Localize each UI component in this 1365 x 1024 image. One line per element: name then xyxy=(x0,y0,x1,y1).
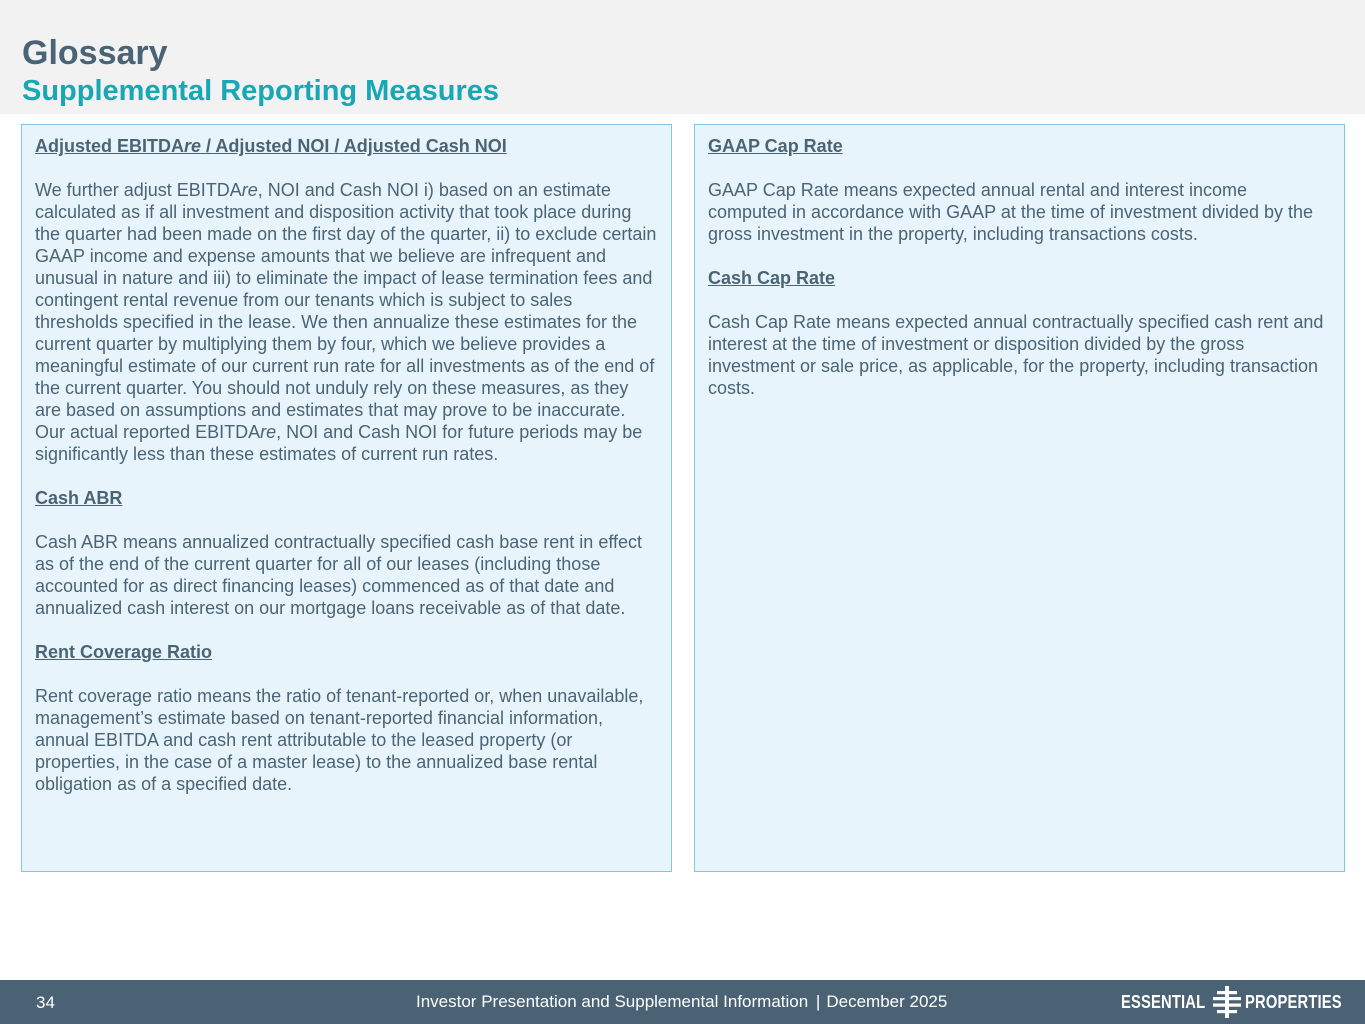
heading-text: Adjusted EBITDA xyxy=(35,136,185,156)
section-body-cash-cap-rate: Cash Cap Rate means expected annual contractually specified cash rent and interest at the time of investment or disposition divided by the gross investment or sale price, as applicable, for the property, including transaction costs. xyxy=(708,312,1324,398)
body-italic-text: re xyxy=(241,180,258,200)
body-italic-text: re xyxy=(260,422,277,442)
glossary-panel-left xyxy=(21,124,672,872)
essential-properties-mark-icon xyxy=(1213,986,1241,1018)
section-heading-adjusted-ebitdare xyxy=(35,135,658,157)
heading-italic-text: re xyxy=(184,136,202,156)
logo-text-right: PROPERTIES xyxy=(1245,992,1342,1012)
presentation-title: Investor Presentation and Supplemental Information xyxy=(416,992,809,1011)
glossary-panel-right xyxy=(694,124,1345,872)
company-logo xyxy=(1121,986,1342,1018)
page-number: 34 xyxy=(36,993,55,1012)
section-heading-rent-coverage-ratio: Rent Coverage Ratio xyxy=(35,642,213,662)
body-text: , NOI and Cash NOI i) based on an estimate calculated as if all investment and disposition activity that took place during the quarter had been made on the first day of the quarter, ii) to exclude certain GAAP income and expense amounts that we believe are infrequent and unusual in nature and iii) to eliminate the impact of lease termination fees and contingent rental revenue from our tenants which is subject to sales thresholds specified in the lease. We then annualize these estimates for the current quarter by multiplying them by four, which we believe provides a meaningful estimate of our current run rate for all investments as of the end of the current quarter. You should not unduly rely on these measures, as they are based on assumptions and estimates that may prove to be inaccurate. Our actual reported EBITDA xyxy=(35,180,657,442)
footer-separator: | xyxy=(815,992,821,1011)
section-heading-cash-abr: Cash ABR xyxy=(35,488,123,508)
body-text: , NOI and Cash NOI for future periods may be significantly less than these estimates of current run rates. xyxy=(35,422,643,464)
page-title: Glossary xyxy=(22,34,168,72)
section-heading-cash-cap-rate: Cash Cap Rate xyxy=(708,268,836,288)
heading-text: / Adjusted NOI / Adjusted Cash NOI xyxy=(201,136,507,156)
logo-text-left: ESSENTIAL xyxy=(1121,992,1206,1012)
section-heading-gaap-cap-rate: GAAP Cap Rate xyxy=(708,136,843,156)
footer-caption xyxy=(416,991,947,1013)
body-text: We further adjust EBITDA xyxy=(35,180,242,200)
page-footer xyxy=(0,980,1365,1024)
section-body-rent-coverage-ratio: Rent coverage ratio means the ratio of tenant-reported or, when unavailable, management’s estimate based on tenant-reported financial information, annual EBITDA and cash rent attributable to the leased property (or properties, in the case of a master lease) to the annualized base rental obligation as of a specified date. xyxy=(35,686,644,794)
section-body-cash-abr: Cash ABR means annualized contractually specified cash base rent in effect as of the end of the current quarter for all of our leases (including those accounted for as direct financing leases) commenced as of that date and annualized cash interest on our mortgage loans receivable as of that date. xyxy=(35,532,643,618)
section-body-gaap-cap-rate: GAAP Cap Rate means expected annual rental and interest income computed in accordance with GAAP at the time of investment divided by the gross investment in the property, including transactions costs. xyxy=(708,180,1313,244)
page-header xyxy=(0,0,1365,114)
presentation-date: December 2025 xyxy=(826,992,948,1011)
section-body-adjusted-ebitdare xyxy=(35,179,658,465)
page-subtitle: Supplemental Reporting Measures xyxy=(22,75,499,107)
